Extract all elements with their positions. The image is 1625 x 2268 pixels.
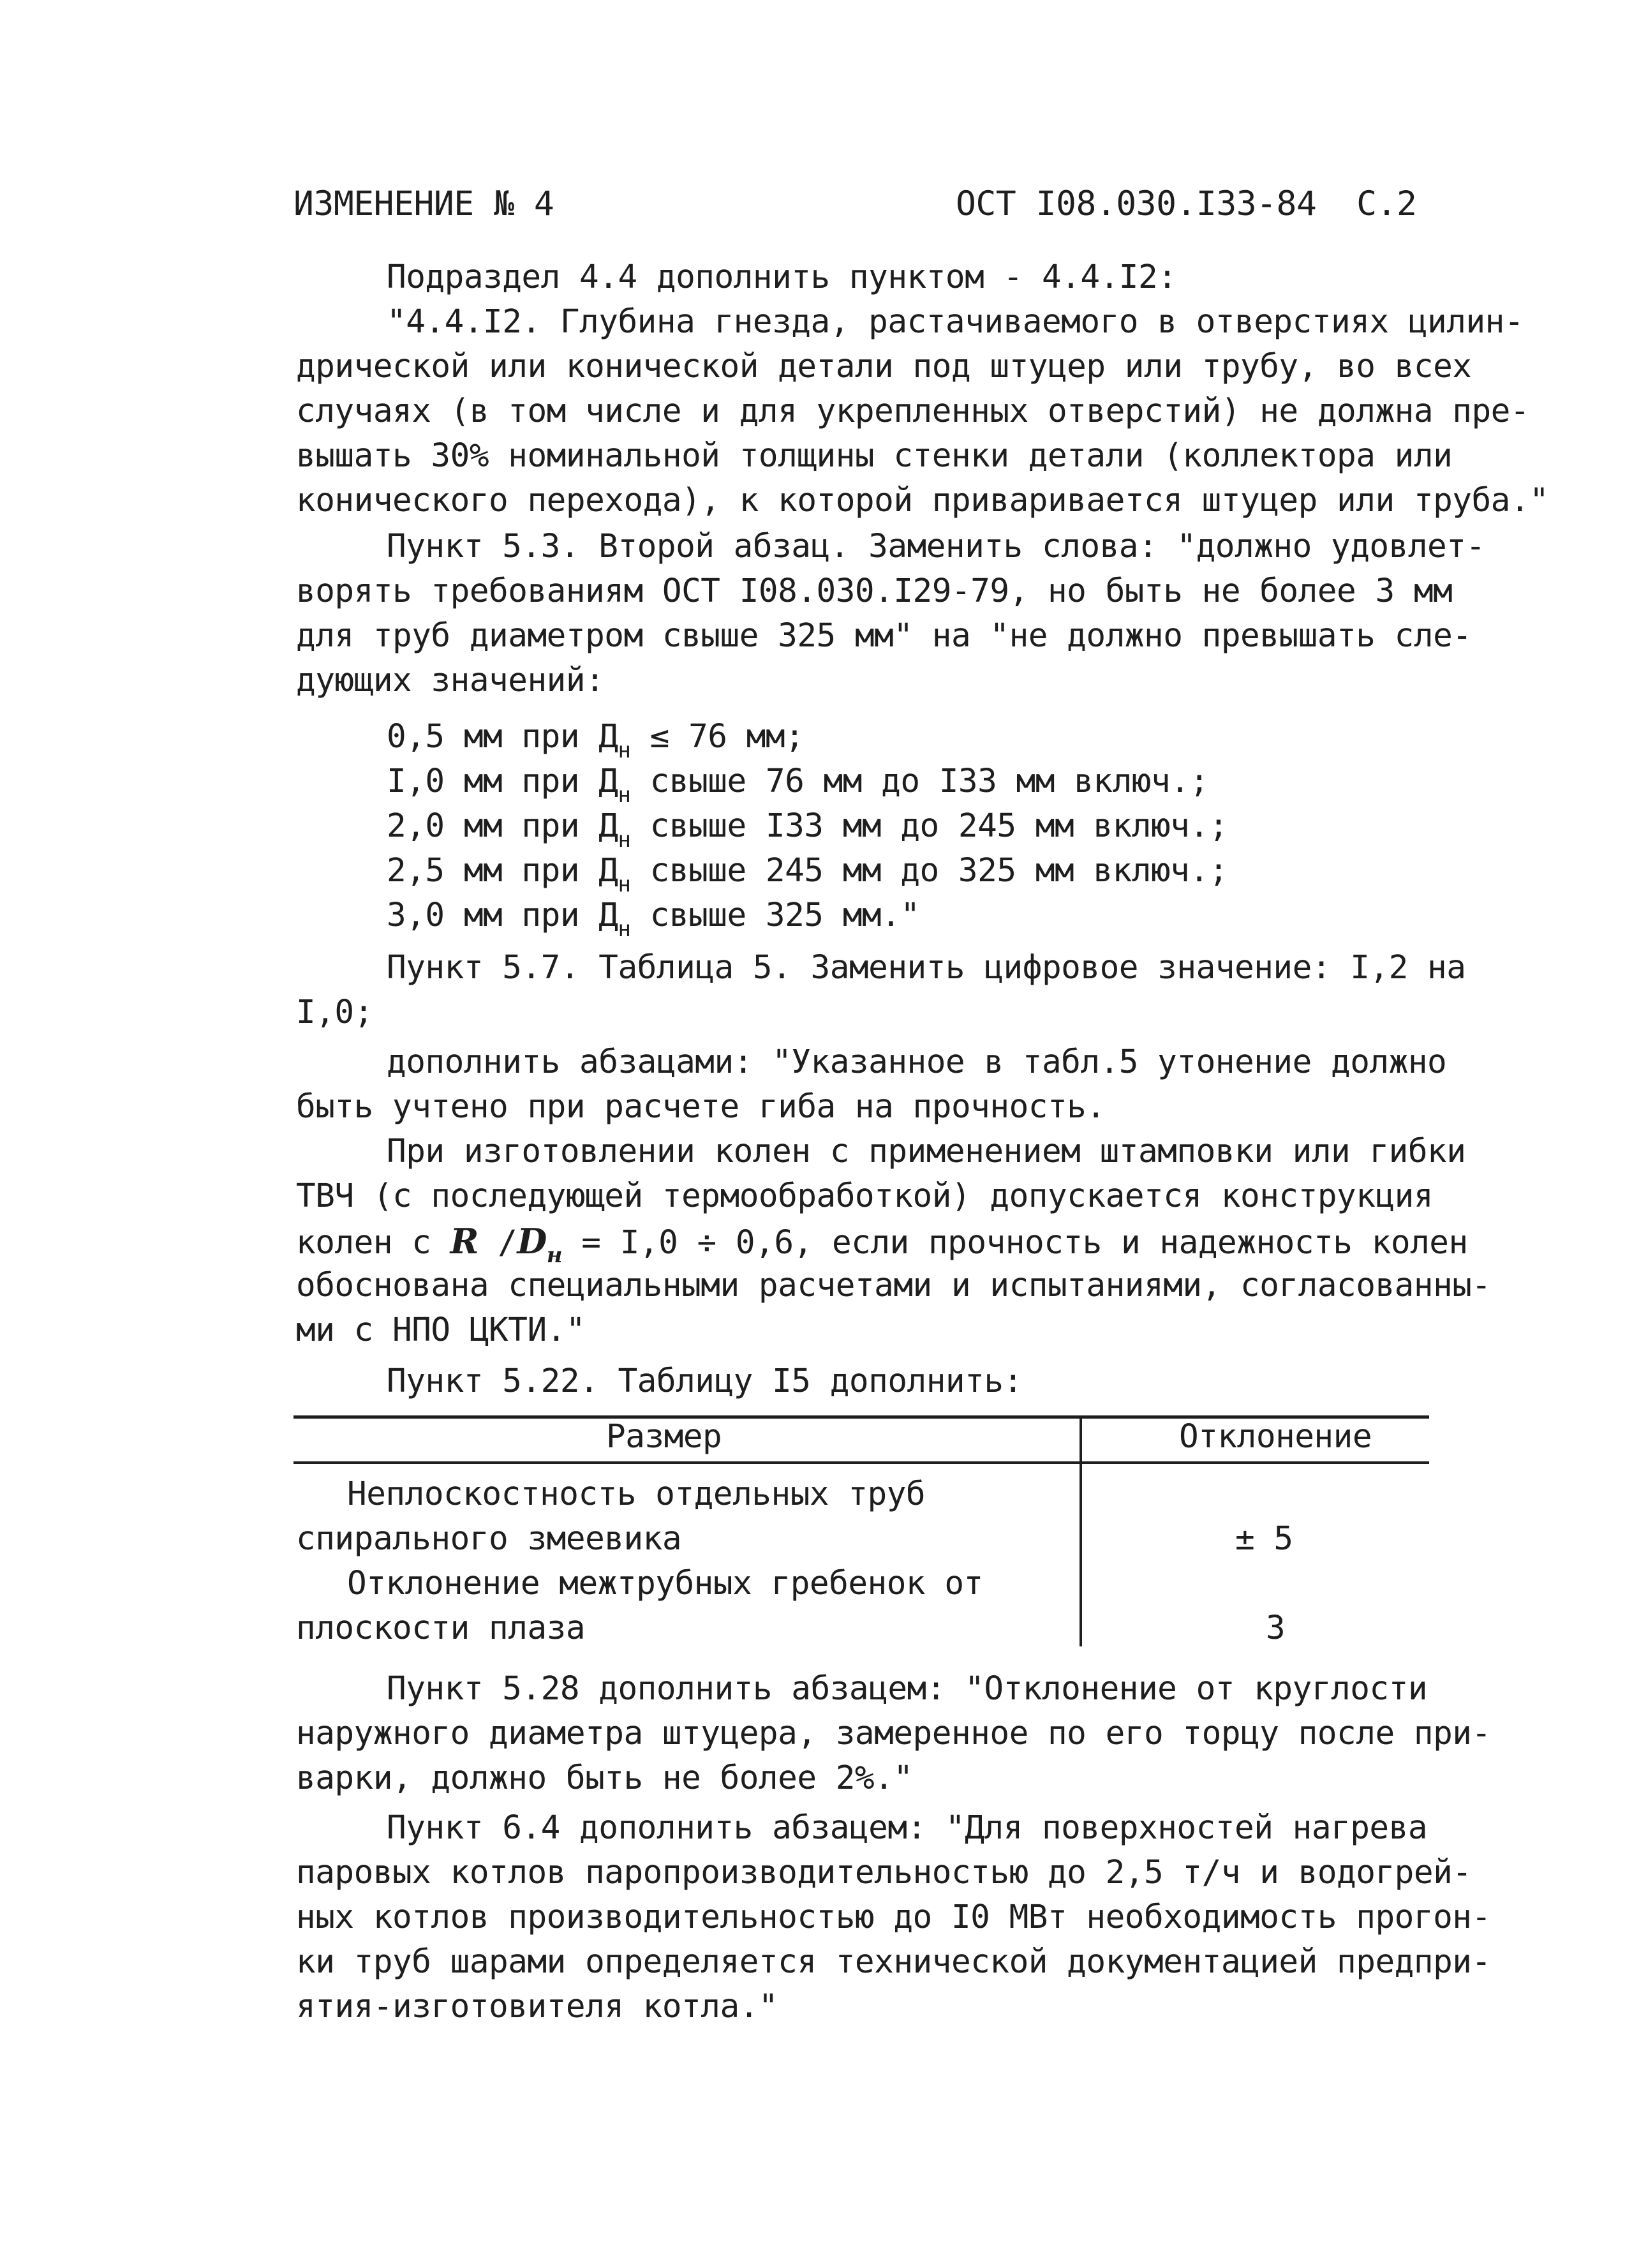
formula-diameter-symbol: D [517,1221,547,1262]
list-item: 2,0 мм при $Д_н$ свыше I33 мм до 245 мм включ.; [387,807,1228,853]
text-line: ятия-изготовителя котла." [296,1988,778,2026]
text-line: ворять требованиям ОСТ I08.030.I29-79, но быть не более 3 мм [296,572,1453,610]
text-line: Пункт 5.3. Второй абзац. Заменить слова: "должно удовлет- [387,528,1485,565]
text-line: I,0; [296,994,373,1031]
list-item: 2,5 мм при $Д_н$ свыше 245 мм до 325 мм включ.; [387,852,1228,897]
table-column-divider [1080,1415,1082,1646]
text-line: ки труб шарами определяется технической документацией предпри- [296,1943,1491,1981]
paragraph-subsection-4-4: Подраздел 4.4 дополнить пунктом - 4.4.I2: [387,258,1177,296]
text-line: обоснована специальными расчетами и испытаниями, согласованны- [296,1267,1491,1304]
table-cell: плоскости плаза [296,1609,586,1647]
text-line: вышать 30% номинальной толщины стенки детали (коллектора или [296,437,1453,475]
table-cell-value: 3 [1266,1609,1286,1647]
text-line: конического перехода), к которой приваривается штуцер или труба." [296,482,1549,519]
table-cell: спирального змеевика [296,1520,682,1558]
text-line: дополнить абзацами: "Указанное в табл.5 утонение должно [387,1043,1447,1081]
text-line: паровых котлов паропроизводительностью до 2,5 т/ч и водогрей- [296,1854,1472,1891]
table-header-size: Размер [606,1418,722,1456]
text-line: дрической или конической детали под штуцер или трубу, во всех [296,348,1472,385]
list-item: 0,5 мм при $Д_н \le 76$ мм; [387,718,805,763]
table-cell: Отклонение межтрубных гребенок от [347,1565,983,1602]
list-item: 3,0 мм при $Д_н$ свыше 325 мм." [387,897,920,942]
standard-designation-header: ОСТ I08.030.I33-84 С.2 [956,184,1417,223]
text-line: варки, должно быть не более 2%." [296,1759,913,1797]
text-line: Пункт 6.4 дополнить абзацем: "Для поверхностей нагрева [387,1809,1428,1847]
change-number-header: ИЗМЕНЕНИЕ № 4 [293,184,554,223]
text-line: Пункт 5.22. Таблицу I5 дополнить: [387,1362,1023,1400]
text-line: ных котлов производительностью до I0 МВт необходимость прогон- [296,1899,1491,1936]
text-line: ми с НПО ЦКТИ." [296,1311,586,1349]
text-line: Пункт 5.7. Таблица 5. Заменить цифровое значение: I,2 на [387,949,1466,987]
text-line: дующих значений: [296,662,605,699]
table-cell: Неплоскостность отдельных труб [347,1475,926,1513]
list-item: I,0 мм при $Д_н$ свыше 76 мм до I33 мм включ.; [387,763,1209,808]
formula-radius-symbol: R [450,1221,479,1262]
table-header-rule [293,1461,1429,1464]
text-line: Пункт 5.28 дополнить абзацем: "Отклонение от круглости [387,1670,1428,1708]
text-line: случаях (в том числе и для укрепленных отверстий) не должна пре- [296,392,1530,430]
table-header-deviation: Отклонение [1179,1418,1372,1456]
text-line: для труб диаметром свыше 325 мм" на "не должно превышать сле- [296,617,1472,655]
table-cell-value: ± 5 [1235,1520,1293,1558]
text-line: При изготовлении колен с применением штамповки или гибки [387,1133,1466,1170]
text-line: быть учтено при расчете гиба на прочность. [296,1088,1106,1126]
text-line-formula: колен с R $/D_н = I,0 \div 0,6$, если прочность и надежность колен [296,1221,1468,1268]
text-line: наружного диаметра штуцера, замеренное по его торцу после при- [296,1715,1491,1752]
text-line: "4.4.I2. Глубина гнезда, растачиваемого в отверстиях цилин- [387,303,1524,341]
text-line: ТВЧ (с последующей термообработкой) допускается конструкция [296,1177,1434,1215]
